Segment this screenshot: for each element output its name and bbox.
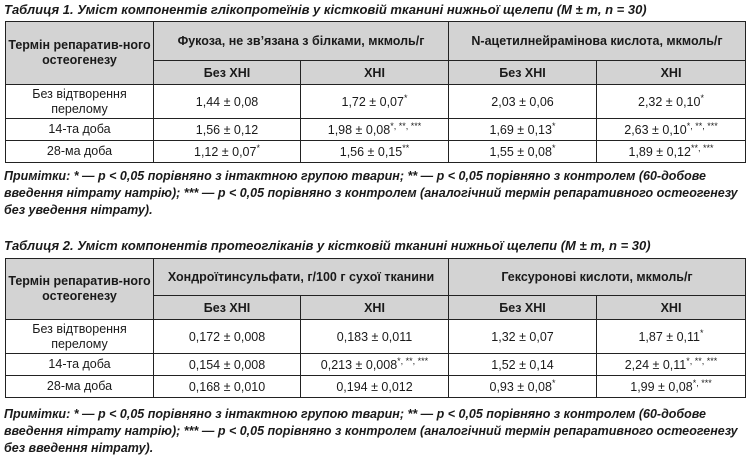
row-label: Без відтворення перелому — [6, 320, 154, 354]
table2-row-header: Термін репаратив-ного остеогенезу — [6, 259, 154, 320]
row-label: 28-ма доба — [6, 141, 154, 163]
table2-group1-header: Хондроїтинсульфати, г/100 г сухої тканини — [154, 259, 449, 296]
table-cell: 1,87 ± 0,11* — [597, 320, 746, 354]
table1-sub-header: Без ХНІ — [154, 61, 301, 85]
table-cell: 1,98 ± 0,08*, **, *** — [301, 119, 449, 141]
table1-group2-header: N-ацетилнейрамінова кислота, мкмоль/г — [449, 22, 746, 61]
table2-note: Примітки: * — р < 0,05 порівняно з інтактною групою тварин; ** — р < 0,05 порівняно з контролем (60-добове введення нітрату натрію); *** — р < 0,05 порівняно з контролем (аналогічний термін репаративного остеогенезу без введення нітрату). — [4, 407, 738, 455]
table1-sub-header: ХНІ — [301, 61, 449, 85]
table-cell: 1,52 ± 0,14 — [449, 354, 597, 376]
table1-title: Таблиця 1. Уміст компонентів глікопротеїнів у кістковій тканині нижньої щелепи (M ± m, n = 30) — [4, 2, 647, 17]
table2-sub-header: ХНІ — [597, 296, 746, 320]
table-cell: 2,32 ± 0,10* — [597, 85, 746, 119]
table-cell: 0,93 ± 0,08* — [449, 376, 597, 398]
table1 — [5, 21, 746, 163]
table-cell: 1,89 ± 0,12**, *** — [597, 141, 746, 163]
table1-row-header: Термін репаратив-ного остеогенезу — [6, 22, 154, 85]
row-label: 14-та доба — [6, 119, 154, 141]
table2 — [5, 258, 746, 398]
table-cell: 2,03 ± 0,06 — [449, 85, 597, 119]
table2-title: Таблиця 2. Уміст компонентів протеогліканів у кістковій тканині нижньої щелепи (M ± m, n = 30) — [4, 238, 651, 253]
table-cell: 2,24 ± 0,11*, **, *** — [597, 354, 746, 376]
table2-group2-header: Гексуронові кислоти, мкмоль/г — [449, 259, 746, 296]
table-row — [6, 119, 746, 141]
table-cell: 1,55 ± 0,08* — [449, 141, 597, 163]
row-label: 14-та доба — [6, 354, 154, 376]
row-label: Без відтворення перелому — [6, 85, 154, 119]
table-row — [6, 376, 746, 398]
table-cell: 1,69 ± 0,13* — [449, 119, 597, 141]
table-row — [6, 85, 746, 119]
table1-group1-header: Фукоза, не зв’язана з білками, мкмоль/г — [154, 22, 449, 61]
table-row — [6, 320, 746, 354]
table-row — [6, 141, 746, 163]
table-cell: 0,168 ± 0,010 — [154, 376, 301, 398]
table-cell: 1,32 ± 0,07 — [449, 320, 597, 354]
table1-sub-header: ХНІ — [597, 61, 746, 85]
table2-header-row — [6, 259, 746, 296]
table1-note: Примітки: * — р < 0,05 порівняно з інтактною групою тварин; ** — р < 0,05 порівняно з контролем (60-добове введення нітрату натрію); *** — р < 0,05 порівняно з контролем (аналогічний термін репаративного остеогенезу без уведення нітрату). — [4, 169, 738, 217]
table2-sub-header: Без ХНІ — [154, 296, 301, 320]
table-cell: 2,63 ± 0,10*, **, *** — [597, 119, 746, 141]
table-cell: 1,56 ± 0,15** — [301, 141, 449, 163]
table-cell: 0,213 ± 0,008*, **, *** — [301, 354, 449, 376]
table2-sub-header: ХНІ — [301, 296, 449, 320]
table-cell: 0,172 ± 0,008 — [154, 320, 301, 354]
table-cell: 0,194 ± 0,012 — [301, 376, 449, 398]
table-cell: 1,72 ± 0,07* — [301, 85, 449, 119]
table-row — [6, 354, 746, 376]
table-cell: 1,99 ± 0,08*, *** — [597, 376, 746, 398]
table-cell: 0,183 ± 0,011 — [301, 320, 449, 354]
table2-sub-header: Без ХНІ — [449, 296, 597, 320]
table-cell: 1,56 ± 0,12 — [154, 119, 301, 141]
table1-sub-header: Без ХНІ — [449, 61, 597, 85]
table-cell: 0,154 ± 0,008 — [154, 354, 301, 376]
table-cell: 1,44 ± 0,08 — [154, 85, 301, 119]
row-label: 28-ма доба — [6, 376, 154, 398]
table-cell: 1,12 ± 0,07* — [154, 141, 301, 163]
table1-header-row — [6, 22, 746, 61]
